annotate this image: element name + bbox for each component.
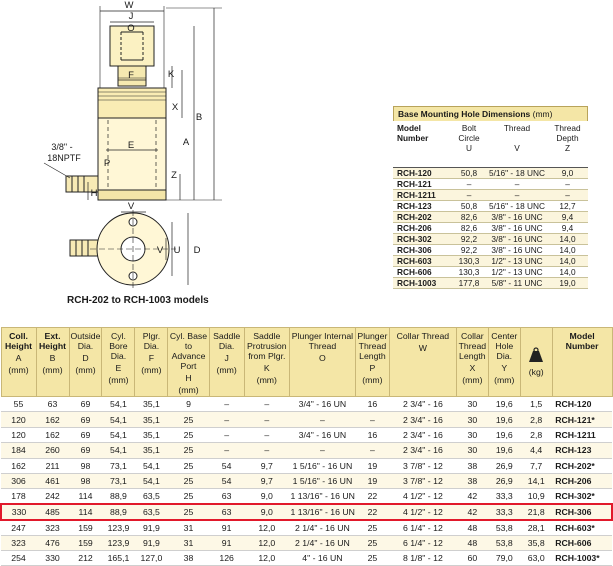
base-cell-depth: 19,0 bbox=[547, 277, 588, 288]
base-cell-model: RCH-206 bbox=[393, 222, 451, 233]
base-cell-thread: 3/8" - 16 UNC bbox=[487, 244, 547, 255]
spec-cell: 1 13/16" - 16 UN bbox=[289, 504, 355, 519]
spec-cell: 54,1 bbox=[135, 473, 168, 488]
spec-cell: 19 bbox=[355, 458, 389, 473]
spec-header: (kg) bbox=[520, 328, 552, 397]
spec-cell: 19,6 bbox=[488, 412, 520, 427]
base-cell-model: RCH-202 bbox=[393, 211, 451, 222]
base-cell-bolt: 82,6 bbox=[451, 211, 487, 222]
spec-header: Outside Dia. D (mm) bbox=[69, 328, 102, 397]
spec-cell: 1 5/16" - 16 UN bbox=[289, 473, 355, 488]
spec-cell: – bbox=[355, 412, 389, 427]
spec-header: Center Hole Dia. Y (mm) bbox=[488, 328, 520, 397]
spec-cell: 28,1 bbox=[520, 520, 552, 535]
spec-cell: 98 bbox=[69, 473, 102, 488]
spec-cell: 42 bbox=[456, 489, 488, 504]
base-cell-thread: 3/8" - 16 UNC bbox=[487, 211, 547, 222]
spec-cell: 2,8 bbox=[520, 427, 552, 442]
spec-cell: 260 bbox=[36, 443, 69, 458]
spec-header: Saddle Dia. J (mm) bbox=[209, 328, 244, 397]
base-cell-thread: 5/16" - 18 UNC bbox=[487, 200, 547, 211]
spec-cell: 91 bbox=[209, 535, 244, 550]
spec-cell: 54,1 bbox=[135, 458, 168, 473]
spec-cell: 22 bbox=[355, 504, 389, 519]
spec-cell: 9 bbox=[168, 397, 209, 412]
spec-cell: 25 bbox=[168, 458, 209, 473]
base-cell-thread: 3/8" - 16 UNC bbox=[487, 222, 547, 233]
spec-header: Saddle Protrusion from Plgr. K (mm) bbox=[244, 328, 289, 397]
spec-header: Plunger Internal Thread O bbox=[289, 328, 355, 397]
spec-cell: 2 3/4" - 16 bbox=[389, 443, 456, 458]
spec-cell-model: RCH-1003* bbox=[552, 550, 612, 565]
spec-cell: 2,8 bbox=[520, 412, 552, 427]
spec-cell: 33,3 bbox=[488, 504, 520, 519]
spec-cell-model: RCH-123 bbox=[552, 443, 612, 458]
base-header-thread: Thread V bbox=[487, 121, 547, 167]
spec-cell: 212 bbox=[69, 550, 102, 565]
spec-cell: 54,1 bbox=[102, 427, 135, 442]
label-e: E bbox=[127, 140, 135, 151]
spec-cell: 33,3 bbox=[488, 489, 520, 504]
spec-cell: 55 bbox=[1, 397, 36, 412]
spec-cell: 19,6 bbox=[488, 427, 520, 442]
spec-table-row bbox=[1, 443, 612, 458]
spec-cell: 16 bbox=[355, 397, 389, 412]
base-cell-depth: 14,0 bbox=[547, 244, 588, 255]
base-cell-model: RCH-121 bbox=[393, 178, 451, 189]
spec-cell: 3/4" - 16 UN bbox=[289, 397, 355, 412]
label-v-top: V bbox=[127, 201, 135, 212]
spec-cell: 8 1/8" - 12 bbox=[389, 550, 456, 565]
spec-cell-model: RCH-202* bbox=[552, 458, 612, 473]
spec-cell: 98 bbox=[69, 458, 102, 473]
base-cell-depth: 14,0 bbox=[547, 233, 588, 244]
spec-cell: 178 bbox=[1, 489, 36, 504]
spec-cell: 306 bbox=[1, 473, 36, 488]
spec-cell: 91 bbox=[209, 520, 244, 535]
spec-cell: 123,9 bbox=[102, 520, 135, 535]
spec-cell: 38 bbox=[456, 458, 488, 473]
spec-cell: 21,8 bbox=[520, 504, 552, 519]
drawing-caption: RCH-202 to RCH-1003 models bbox=[67, 295, 209, 306]
spec-cell: 30 bbox=[456, 427, 488, 442]
spec-cell: 48 bbox=[456, 535, 488, 550]
spec-cell: 9,0 bbox=[244, 504, 289, 519]
spec-cell: 476 bbox=[36, 535, 69, 550]
spec-cell: 19,6 bbox=[488, 397, 520, 412]
base-mounting-table bbox=[393, 121, 588, 289]
spec-header: Collar Thread Length X (mm) bbox=[456, 328, 488, 397]
spec-cell: – bbox=[244, 443, 289, 458]
label-u: U bbox=[173, 245, 181, 256]
spec-cell-model: RCH-603* bbox=[552, 520, 612, 535]
spec-cell: 7,7 bbox=[520, 458, 552, 473]
base-cell-depth: 14,0 bbox=[547, 255, 588, 266]
spec-cell-model: RCH-606 bbox=[552, 535, 612, 550]
spec-cell-model: RCH-121* bbox=[552, 412, 612, 427]
spec-cell: 247 bbox=[1, 520, 36, 535]
spec-cell: 14,1 bbox=[520, 473, 552, 488]
spec-cell: 165,1 bbox=[102, 550, 135, 565]
spec-cell: 25 bbox=[355, 520, 389, 535]
spec-cell: 30 bbox=[456, 443, 488, 458]
base-cell-bolt: 92,2 bbox=[451, 233, 487, 244]
base-cell-thread: 1/2" - 13 UNC bbox=[487, 255, 547, 266]
spec-cell: 4,4 bbox=[520, 443, 552, 458]
base-cell-depth: 12,7 bbox=[547, 200, 588, 211]
base-cell-thread: 5/16" - 18 UNC bbox=[487, 167, 547, 178]
spec-cell: 3 7/8" - 12 bbox=[389, 458, 456, 473]
spec-cell: – bbox=[244, 397, 289, 412]
spec-cell-model: RCH-120 bbox=[552, 397, 612, 412]
spec-cell: 330 bbox=[36, 550, 69, 565]
label-o: O bbox=[127, 23, 135, 34]
spec-cell: 120 bbox=[1, 412, 36, 427]
base-table-row bbox=[393, 167, 588, 178]
base-table-row bbox=[393, 222, 588, 233]
label-d: D bbox=[193, 245, 201, 256]
label-p: P bbox=[103, 158, 111, 169]
spec-cell: 3 7/8" - 12 bbox=[389, 473, 456, 488]
spec-cell: 12,0 bbox=[244, 520, 289, 535]
spec-table-row bbox=[1, 427, 612, 442]
spec-cell: 35,1 bbox=[135, 427, 168, 442]
spec-cell: – bbox=[209, 443, 244, 458]
spec-cell: 3/4" - 16 UN bbox=[289, 427, 355, 442]
spec-header: Ext. Height B (mm) bbox=[36, 328, 69, 397]
spec-cell: 54,1 bbox=[102, 443, 135, 458]
spec-header: Cyl. Bore Dia. E (mm) bbox=[102, 328, 135, 397]
spec-cell: 30 bbox=[456, 397, 488, 412]
spec-cell: 69 bbox=[69, 412, 102, 427]
cylinder-bottom-view bbox=[70, 210, 188, 290]
spec-cell: 461 bbox=[36, 473, 69, 488]
spec-cell: 19 bbox=[355, 473, 389, 488]
base-cell-thread: 1/2" - 13 UNC bbox=[487, 266, 547, 277]
label-port: 3/8" - bbox=[51, 142, 73, 152]
spec-table-row bbox=[1, 397, 612, 412]
base-cell-bolt: 50,8 bbox=[451, 200, 487, 211]
spec-cell: – bbox=[289, 412, 355, 427]
spec-cell: 79,0 bbox=[488, 550, 520, 565]
base-cell-bolt: – bbox=[451, 178, 487, 189]
spec-cell: 42 bbox=[456, 504, 488, 519]
spec-cell: 35,8 bbox=[520, 535, 552, 550]
spec-table-row bbox=[1, 473, 612, 488]
base-cell-bolt: 177,8 bbox=[451, 277, 487, 288]
spec-header: Plgr. Dia. F (mm) bbox=[135, 328, 168, 397]
spec-cell: 162 bbox=[36, 412, 69, 427]
spec-cell: 54 bbox=[209, 473, 244, 488]
spec-cell: 9,0 bbox=[244, 489, 289, 504]
spec-header: Cyl. Base to Advance Port H (mm) bbox=[168, 328, 209, 397]
cylinder-side-view bbox=[44, 6, 222, 200]
base-cell-bolt: 82,6 bbox=[451, 222, 487, 233]
spec-cell: – bbox=[209, 427, 244, 442]
spec-cell: 114 bbox=[69, 489, 102, 504]
spec-table-row bbox=[1, 504, 612, 519]
base-cell-bolt: 130,3 bbox=[451, 266, 487, 277]
weight-icon bbox=[527, 347, 545, 363]
base-cell-model: RCH-306 bbox=[393, 244, 451, 255]
spec-header: Collar Thread W bbox=[389, 328, 456, 397]
spec-cell: 91,9 bbox=[135, 520, 168, 535]
spec-cell: 54 bbox=[209, 458, 244, 473]
spec-header: Plunger Thread Length P (mm) bbox=[355, 328, 389, 397]
spec-table-row bbox=[1, 550, 612, 565]
spec-cell: 30 bbox=[456, 412, 488, 427]
base-cell-thread: – bbox=[487, 189, 547, 200]
base-cell-thread: 3/8" - 16 UNC bbox=[487, 233, 547, 244]
base-cell-bolt: 92,2 bbox=[451, 244, 487, 255]
label-k: K bbox=[167, 69, 175, 80]
spec-cell: 91,9 bbox=[135, 535, 168, 550]
spec-cell: 54,1 bbox=[102, 412, 135, 427]
base-header-depth: Thread Depth Z bbox=[547, 121, 588, 167]
label-v: V bbox=[156, 245, 164, 256]
base-table-row bbox=[393, 233, 588, 244]
base-table-row bbox=[393, 255, 588, 266]
spec-cell: 19,6 bbox=[488, 443, 520, 458]
spec-cell: 69 bbox=[69, 397, 102, 412]
spec-cell: 25 bbox=[168, 489, 209, 504]
base-cell-model: RCH-123 bbox=[393, 200, 451, 211]
spec-cell: 25 bbox=[168, 504, 209, 519]
base-cell-depth: 9,4 bbox=[547, 211, 588, 222]
base-cell-bolt: – bbox=[451, 189, 487, 200]
spec-cell: 114 bbox=[69, 504, 102, 519]
spec-cell: 53,8 bbox=[488, 535, 520, 550]
spec-cell: 242 bbox=[36, 489, 69, 504]
base-mounting-panel bbox=[393, 106, 588, 292]
spec-cell: – bbox=[289, 443, 355, 458]
spec-table-row bbox=[1, 412, 612, 427]
spec-cell: 60 bbox=[456, 550, 488, 565]
spec-cell: 254 bbox=[1, 550, 36, 565]
spec-cell: 73,1 bbox=[102, 458, 135, 473]
spec-cell: 25 bbox=[168, 473, 209, 488]
spec-cell: 63,5 bbox=[135, 504, 168, 519]
spec-cell: 12,0 bbox=[244, 535, 289, 550]
label-f: F bbox=[128, 70, 134, 81]
spec-cell: 25 bbox=[168, 412, 209, 427]
base-cell-depth: – bbox=[547, 189, 588, 200]
spec-cell: 69 bbox=[69, 443, 102, 458]
spec-cell: 53,8 bbox=[488, 520, 520, 535]
spec-cell: – bbox=[244, 412, 289, 427]
spec-cell: 73,1 bbox=[102, 473, 135, 488]
spec-cell: 159 bbox=[69, 520, 102, 535]
base-cell-model: RCH-606 bbox=[393, 266, 451, 277]
spec-cell: 159 bbox=[69, 535, 102, 550]
spec-cell: 120 bbox=[1, 427, 36, 442]
spec-cell: 2 1/4" - 16 UN bbox=[289, 535, 355, 550]
spec-cell: 38 bbox=[456, 473, 488, 488]
spec-cell: 25 bbox=[168, 427, 209, 442]
spec-cell: – bbox=[355, 443, 389, 458]
base-header-bolt: Bolt Circle U bbox=[451, 121, 487, 167]
spec-cell: 211 bbox=[36, 458, 69, 473]
spec-cell: 4" - 16 UN bbox=[289, 550, 355, 565]
spec-cell: 48 bbox=[456, 520, 488, 535]
spec-cell: 22 bbox=[355, 489, 389, 504]
spec-cell: 6 1/4" - 12 bbox=[389, 520, 456, 535]
base-cell-model: RCH-1003 bbox=[393, 277, 451, 288]
spec-header: Coll. Height A (mm) bbox=[1, 328, 36, 397]
spec-cell-model: RCH-302* bbox=[552, 489, 612, 504]
spec-cell: 2 3/4" - 16 bbox=[389, 427, 456, 442]
spec-cell: 63,5 bbox=[135, 489, 168, 504]
base-cell-depth: 9,4 bbox=[547, 222, 588, 233]
base-cell-bolt: 130,3 bbox=[451, 255, 487, 266]
spec-cell: 38 bbox=[168, 550, 209, 565]
base-table-row bbox=[393, 200, 588, 211]
spec-cell: 123,9 bbox=[102, 535, 135, 550]
spec-cell: 162 bbox=[36, 427, 69, 442]
cylinder-spec-table bbox=[0, 327, 613, 566]
base-table-title bbox=[393, 106, 588, 121]
base-table-row bbox=[393, 189, 588, 200]
spec-cell: 35,1 bbox=[135, 443, 168, 458]
label-port-thread: 18NPTF bbox=[47, 153, 81, 163]
label-x: X bbox=[171, 102, 179, 113]
base-cell-model: RCH-1211 bbox=[393, 189, 451, 200]
spec-cell: 88,9 bbox=[102, 504, 135, 519]
base-table-row bbox=[393, 244, 588, 255]
base-cell-thread: – bbox=[487, 178, 547, 189]
spec-cell: 1 5/16" - 16 UN bbox=[289, 458, 355, 473]
base-cell-bolt: 50,8 bbox=[451, 167, 487, 178]
spec-cell-model: RCH-1211 bbox=[552, 427, 612, 442]
base-table-row bbox=[393, 211, 588, 222]
base-cell-model: RCH-302 bbox=[393, 233, 451, 244]
spec-cell: 26,9 bbox=[488, 473, 520, 488]
spec-cell: 35,1 bbox=[135, 412, 168, 427]
spec-cell: 2 3/4" - 16 bbox=[389, 397, 456, 412]
spec-cell: 16 bbox=[355, 427, 389, 442]
spec-cell: 63 bbox=[36, 397, 69, 412]
spec-cell: 2 3/4" - 16 bbox=[389, 412, 456, 427]
spec-cell: – bbox=[209, 397, 244, 412]
spec-cell: 54,1 bbox=[102, 397, 135, 412]
base-table-unit: (mm) bbox=[532, 109, 553, 119]
spec-cell: 25 bbox=[355, 550, 389, 565]
label-h: H bbox=[90, 188, 98, 199]
spec-cell: 126 bbox=[209, 550, 244, 565]
spec-cell: 330 bbox=[1, 504, 36, 519]
spec-cell: 12,0 bbox=[244, 550, 289, 565]
spec-cell: 6 1/4" - 12 bbox=[389, 535, 456, 550]
spec-cell: 31 bbox=[168, 520, 209, 535]
spec-cell: 63 bbox=[209, 489, 244, 504]
spec-cell: 127,0 bbox=[135, 550, 168, 565]
spec-cell: 9,7 bbox=[244, 458, 289, 473]
base-cell-depth: 14,0 bbox=[547, 266, 588, 277]
base-cell-model: RCH-120 bbox=[393, 167, 451, 178]
spec-cell: 9,7 bbox=[244, 473, 289, 488]
spec-cell: 1 13/16" - 16 UN bbox=[289, 489, 355, 504]
spec-cell: 26,9 bbox=[488, 458, 520, 473]
base-cell-model: RCH-603 bbox=[393, 255, 451, 266]
label-z: Z bbox=[171, 170, 177, 181]
spec-cell: 323 bbox=[1, 535, 36, 550]
spec-cell: – bbox=[209, 412, 244, 427]
spec-table-row bbox=[1, 458, 612, 473]
spec-cell: 88,9 bbox=[102, 489, 135, 504]
base-cell-depth: 9,0 bbox=[547, 167, 588, 178]
spec-table-row bbox=[1, 489, 612, 504]
spec-cell: 10,9 bbox=[520, 489, 552, 504]
base-table-row bbox=[393, 266, 588, 277]
base-cell-depth: – bbox=[547, 178, 588, 189]
base-table-title-text: Base Mounting Hole Dimensions bbox=[398, 109, 531, 119]
spec-cell: 31 bbox=[168, 535, 209, 550]
spec-cell-model: RCH-206 bbox=[552, 473, 612, 488]
spec-cell: 25 bbox=[355, 535, 389, 550]
spec-cell: 69 bbox=[69, 427, 102, 442]
spec-header: Model Number bbox=[552, 328, 612, 397]
spec-cell: 485 bbox=[36, 504, 69, 519]
spec-cell: 4 1/2" - 12 bbox=[389, 504, 456, 519]
spec-cell-model: RCH-306 bbox=[552, 504, 612, 519]
base-table-row bbox=[393, 277, 588, 288]
spec-cell: 63 bbox=[209, 504, 244, 519]
label-w: W bbox=[124, 0, 134, 11]
spec-cell: 4 1/2" - 12 bbox=[389, 489, 456, 504]
spec-cell: 63,0 bbox=[520, 550, 552, 565]
label-j: J bbox=[128, 11, 134, 22]
spec-table-row bbox=[1, 520, 612, 535]
spec-cell: 162 bbox=[1, 458, 36, 473]
spec-cell: 184 bbox=[1, 443, 36, 458]
spec-cell: 323 bbox=[36, 520, 69, 535]
base-cell-thread: 5/8" - 11 UNC bbox=[487, 277, 547, 288]
base-table-row bbox=[393, 178, 588, 189]
label-a: A bbox=[182, 137, 190, 148]
spec-cell: 1,5 bbox=[520, 397, 552, 412]
spec-table-row bbox=[1, 535, 612, 550]
spec-cell: 25 bbox=[168, 443, 209, 458]
base-header-model: Model Number bbox=[393, 121, 451, 167]
spec-cell: – bbox=[244, 427, 289, 442]
spec-cell: 2 1/4" - 16 UN bbox=[289, 520, 355, 535]
label-b: B bbox=[195, 112, 203, 123]
spec-cell: 35,1 bbox=[135, 397, 168, 412]
